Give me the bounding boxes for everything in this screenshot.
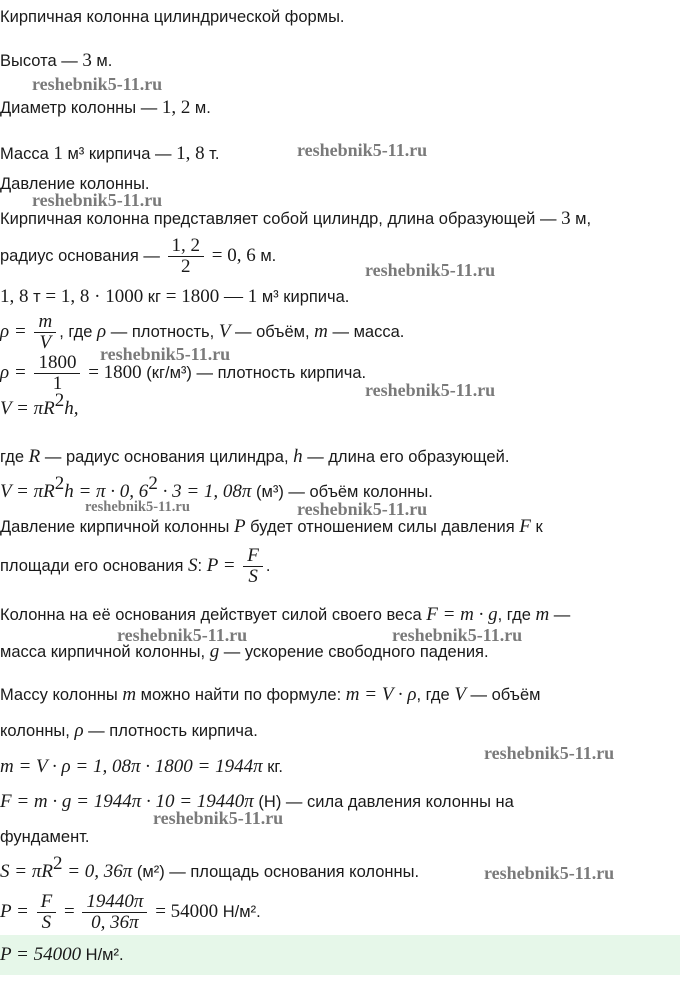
solution-line-6: $V = \pi R^2h$, xyxy=(0,390,79,419)
solution-line-10: площади его основания S: P = $\frac{F}{S}$ . xyxy=(0,545,271,588)
watermark: reshebnik5-11.ru xyxy=(153,808,284,828)
fraction-f-over-s: $\frac{F}{S}$ xyxy=(37,892,57,933)
solution-line-17: фундамент. xyxy=(0,828,90,846)
fraction-final: $\frac{19440\pi}{0, 36\pi}$ xyxy=(82,892,147,933)
watermark: reshebnik5-11.ru xyxy=(32,74,163,94)
solution-line-3: 1, 8 т = 1, 8 · 1000 кг = 1800 — 1 м³ кирпича. xyxy=(0,286,350,307)
given-height: Высота — 3 м. xyxy=(0,50,113,71)
fraction-1800: $\frac{1800}{1}$ xyxy=(34,353,80,394)
solution-line-14: колонны, ρ — плотность кирпича. xyxy=(0,720,258,741)
solution-line-13: Массу колонны m можно найти по формуле: m = V · ρ, где V — объём xyxy=(0,684,541,705)
watermark: reshebnik5-11.ru xyxy=(297,140,428,160)
given-find: Давление колонны. xyxy=(0,175,150,193)
solution-line-8: $V = \pi R^2h = \pi \cdot 0$, $6^2 \cdot 3 = 1$, 08π (м³) — объём колонны. xyxy=(0,473,433,502)
watermark: reshebnik5-11.ru xyxy=(484,743,615,763)
solution-line-18: $S = \pi R^2 = 0$, 36π (м²) — площадь основания колонны. xyxy=(0,853,420,882)
problem-title: Кирпичная колонна цилиндрической формы. xyxy=(0,8,345,26)
fraction-radius: $\frac{1, 2}{2}$ xyxy=(168,236,205,277)
solution-line-19: P = $\frac{F}{S}$ = $\frac{19440\pi}{0, 36\pi}$ = 54000 Н/м². xyxy=(0,891,261,934)
solution-line-1: Кирпичная колонна представляет собой цилиндр, длина образующей — 3 м, xyxy=(0,208,592,229)
watermark: reshebnik5-11.ru xyxy=(85,499,190,515)
watermark: reshebnik5-11.ru xyxy=(32,190,163,210)
solution-line-12: масса кирпичной колонны, g — ускорение свободного падения. xyxy=(0,641,489,662)
answer-box xyxy=(0,935,680,975)
solution-line-9: Давление кирпичной колонны P будет отношением силы давления F к xyxy=(0,516,543,537)
solution-line-7: где R — радиус основания цилиндра, h — длина его образующей. xyxy=(0,446,510,467)
given-diameter: Диаметр колонны — 1, 2 м. xyxy=(0,97,211,118)
watermark: reshebnik5-11.ru xyxy=(484,863,615,883)
watermark: reshebnik5-11.ru xyxy=(297,499,428,519)
watermark: reshebnik5-11.ru xyxy=(365,380,496,400)
solution-line-16: F = m · g = 1944π · 10 = 19440π (Н) — сила давления колонны на xyxy=(0,791,514,812)
given-mass: Масса 1 м³ кирпича — 1, 8 т. xyxy=(0,143,220,164)
watermark: reshebnik5-11.ru xyxy=(392,625,523,645)
watermark: reshebnik5-11.ru xyxy=(100,344,231,364)
solution-line-11: Колонна на её основания действует силой своего веса F = m · g, где m — xyxy=(0,604,571,625)
fraction-density: $\frac{m}{V}$ xyxy=(34,312,56,353)
solution-line-4: ρ = $\frac{m}{V}$ , где ρ — плотность, V — объём, m — масса. xyxy=(0,311,405,354)
solution-line-5: ρ = $\frac{1800}{1}$ = 1800 (кг/м³) — плотность кирпича. xyxy=(0,352,367,395)
solution-line-15: m = V · ρ = 1, 08π · 1800 = 1944π кг. xyxy=(0,756,284,777)
solution-line-2: радиус основания — $\frac{1, 2}{2}$ = 0, 6 м. xyxy=(0,235,277,278)
watermark: reshebnik5-11.ru xyxy=(365,260,496,280)
answer-line: P = 54000 Н/м². xyxy=(0,944,124,965)
watermark: reshebnik5-11.ru xyxy=(117,625,248,645)
fraction-pressure: $\frac{F}{S}$ xyxy=(243,546,263,587)
